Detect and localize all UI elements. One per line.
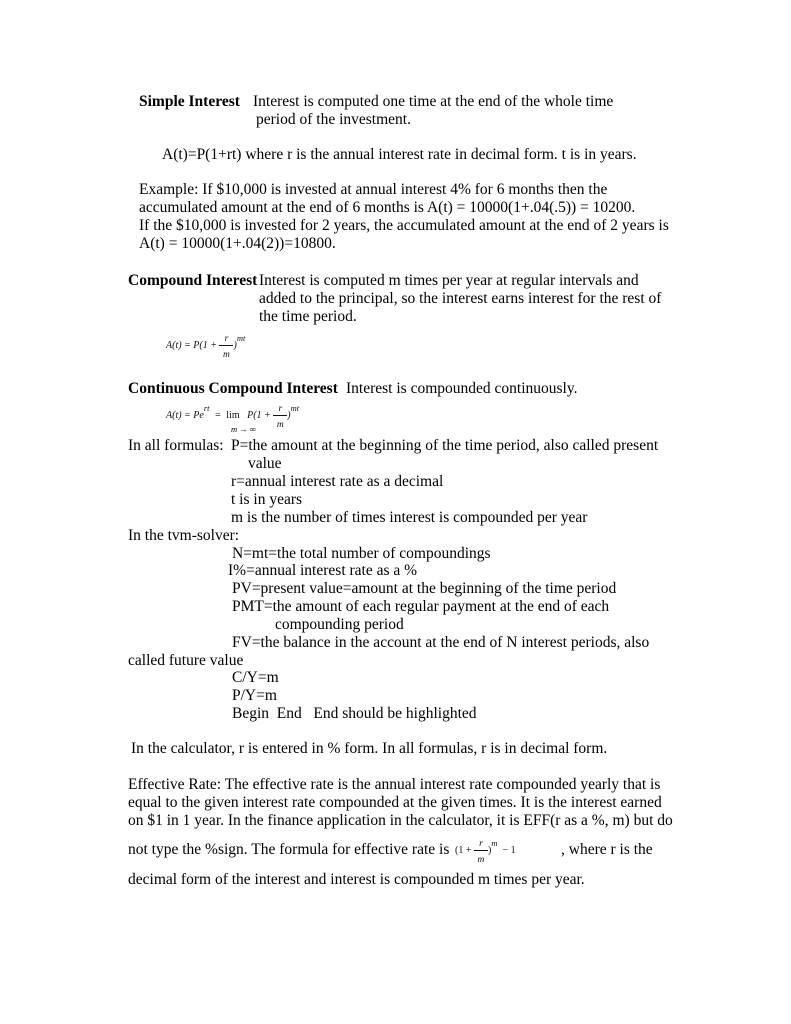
definition-p-cont: value [248,455,282,472]
tvm-pv: PV=present value=amount at the beginning of the time period [232,580,617,597]
fraction: $\frac{r}{m}$ [219,345,233,346]
effective-rate-line-2: equal to the given interest rate compounded at the given times. It is the interest earned [128,794,662,811]
effective-rate-line-4: not type the %sign. The formula for effective rate is [128,841,450,858]
simple-interest-heading: Simple Interest [139,93,240,110]
tvm-i: I%=annual interest rate as a % [228,562,418,579]
effective-rate-formula: (1 + $\frac{r}{m}$ )$^m$ − 1 [455,838,516,866]
tvm-fv: FV=the balance in the account at the end of N interest periods, also [232,634,650,651]
compound-interest-desc-3: the time period. [259,308,357,325]
tvm-py: P/Y=m [232,687,277,704]
example-line-3: If the $10,000 is invested for 2 years, the accumulated amount at the end of 2 years is [139,217,669,234]
tvm-begin-end: Begin End End should be highlighted [232,705,477,722]
tvm-pmt: PMT=the amount of each regular payment at the end of each [232,598,610,615]
example-line-1: Example: If $10,000 is invested at annual interest 4% for 6 months then the [139,181,608,198]
continuous-interest-desc: Interest is compounded continuously. [346,380,578,397]
compound-interest-heading: Compound Interest [128,272,258,289]
definitions-intro: In all formulas: [128,437,224,454]
tvm-fv-cont: called future value [128,652,244,669]
compound-interest-desc-2: added to the principal, so the interest earns interest for the rest of [259,290,662,307]
continuous-interest-formula: $A(t) = Pe^{rt} = \lim$ P(1 + $\frac{r}{m}$ )$^{mt}$ [166,403,300,431]
continuous-interest-heading: Continuous Compound Interest [128,380,338,397]
definition-m: m is the number of times interest is compounded per year [231,509,588,526]
compound-interest-formula: A(t) = P(1 + $\frac{r}{m}$ )$^{mt}$ [166,333,246,361]
tvm-solver-intro: In the tvm-solver: [128,527,240,544]
definition-r: r=annual interest rate as a decimal [231,473,444,490]
tvm-cy: C/Y=m [232,669,279,686]
example-line-4: A(t) = 10000(1+.04(2))=10800. [139,235,336,252]
simple-interest-desc-2: period of the investment. [256,111,411,128]
simple-interest-desc-1: Interest is computed one time at the end of the whole time [253,93,614,110]
effective-rate-line-1: Effective Rate: The effective rate is the annual interest rate compounded yearly that is [128,776,661,793]
effective-rate-line-5: decimal form of the interest and interest is compounded m times per year. [128,871,585,888]
effective-rate-line-3: on $1 in 1 year. In the finance application in the calculator, it is EFF(r as a %, m) but do [128,812,673,829]
tvm-n: N=mt=the total number of compoundings [232,545,491,562]
tvm-pmt-cont: compounding period [275,616,404,633]
limit-subscript: m → ∞ [231,424,256,434]
definition-p: P=the amount at the beginning of the time period, also called present [231,437,659,454]
calculator-note: In the calculator, r is entered in % form. In all formulas, r is in decimal form. [131,740,608,757]
compound-interest-desc-1: Interest is computed m times per year at regular intervals and [259,272,639,289]
simple-interest-formula: A(t)=P(1+rt) where r is the annual interest rate in decimal form. t is in years. [162,146,637,163]
effective-rate-line-4-post: , where r is the [561,841,653,858]
definition-t: t is in years [231,491,303,508]
example-line-2: accumulated amount at the end of 6 months is A(t) = 10000(1+.04(.5)) = 10200. [139,199,636,216]
